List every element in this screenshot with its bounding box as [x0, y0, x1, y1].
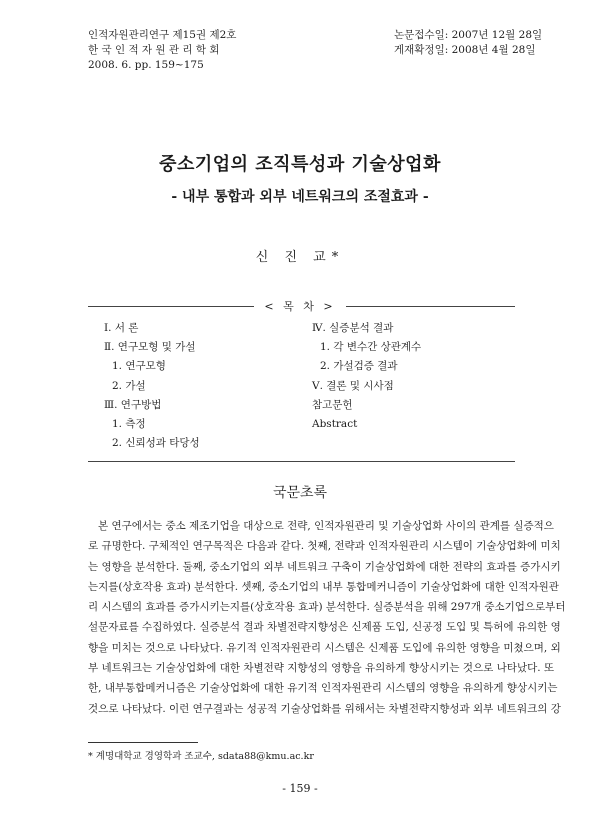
abstract-line: 본 연구에서는 중소 제조기업을 대상으로 전략, 인적자원관리 및 기술상업화 사이의 관계를 실증적으 — [98, 520, 554, 532]
abstract-heading: 국문초록 — [272, 485, 328, 501]
abstract-line: 로 규명한다. 구체적인 연구목적은 다음과 같다. 첫째, 전략과 인적자원관리 시스템이 기술상업화에 미치 — [88, 540, 561, 553]
abstract-body — [88, 516, 566, 719]
toc-bottom-rule — [88, 461, 515, 462]
abstract-line: 리 시스템의 효과를 증가시키는지를(상호작용 효과) 분석한다. 실증분석을 위해 297개 중소기업으로부터 — [88, 601, 566, 614]
toc-item: 1. 측정 — [112, 418, 146, 431]
abstract-line: 한, 내부통합메커니즘은 기술상업화에 대한 유기적 인적자원관리 시스템의 영향을 유의하게 향상시키는 — [88, 682, 558, 695]
toc-item: Ⅲ. 연구방법 — [104, 398, 162, 411]
toc-right-column — [312, 319, 421, 434]
abstract-line: 는 영향을 분석한다. 둘째, 중소기업의 외부 네트워크 구축이 기술상업화에 대한 전략의 효과를 증가시키 — [88, 560, 561, 573]
abstract-line: 는지를(상호작용 효과) 분석한다. 셋째, 중소기업의 내부 통합메커니즘이 기술상업화에 대한 인적자원관 — [88, 580, 559, 593]
received-date: 논문접수일: 2007년 12월 28일 — [394, 29, 543, 41]
author-footnote: * 계명대학교 경영학과 조교수, sdata88@kmu.ac.kr — [88, 751, 314, 762]
author-name: 신 진 교* — [255, 250, 345, 265]
submission-dates — [394, 28, 542, 58]
toc-item: 2. 가설 — [112, 379, 146, 392]
toc-item: 참고문헌 — [312, 398, 353, 411]
toc-item: 1. 연구모형 — [112, 360, 166, 373]
paper-title: 중소기업의 조직특성과 기술상업화 — [159, 154, 441, 175]
footnote-rule — [88, 742, 198, 743]
toc-item: Abstract — [312, 418, 358, 431]
journal-pages: 2008. 6. pp. 159~175 — [88, 59, 204, 71]
abstract-line: 향을 미치는 것으로 나타났다. 유기적 인적자원관리 시스템은 신제품 도입에 유의한 영향을 미쳤으며, 외 — [88, 641, 561, 654]
journal-info — [88, 28, 236, 73]
toc-heading: < 목 차 > — [0, 298, 600, 314]
toc-item: Ⅰ. 서 론 — [104, 322, 139, 334]
page-number: - 159 - — [282, 782, 318, 795]
toc-item: Ⅴ. 결론 및 시사점 — [312, 379, 394, 392]
toc-item: Ⅱ. 연구모형 및 가설 — [104, 341, 196, 354]
accepted-date: 게재확정일: 2008년 4월 28일 — [394, 44, 536, 56]
paper-subtitle: - 내부 통합과 외부 네트워크의 조절효과 - — [171, 189, 429, 205]
journal-society: 한 국 인 적 자 원 관 리 학 회 — [88, 44, 220, 56]
toc-item: 2. 가설검증 결과 — [320, 360, 398, 373]
toc-item: Ⅳ. 실증분석 결과 — [312, 322, 394, 334]
journal-volume: 인적자원관리연구 제15권 제2호 — [88, 29, 237, 41]
abstract-line: 설문자료를 수집하였다. 실증분석 결과 차별전략지향성은 신제품 도입, 신공정 도입 및 특허에 유의한 영 — [88, 621, 561, 634]
toc-item: 2. 신뢰성과 타당성 — [112, 437, 200, 450]
toc-item: 1. 각 변수간 상관계수 — [320, 341, 422, 354]
abstract-line: 것으로 나타났다. 이런 연구결과는 성공적 기술상업화를 위해서는 차별전략지향성과 외부 네트워크의 강 — [88, 702, 561, 715]
toc-left-column — [104, 319, 200, 453]
abstract-line: 부 네트워크는 기술상업화에 대한 차별전략 지향성의 영향을 유의하게 향상시키는 것으로 나타났다. 또 — [88, 662, 555, 675]
